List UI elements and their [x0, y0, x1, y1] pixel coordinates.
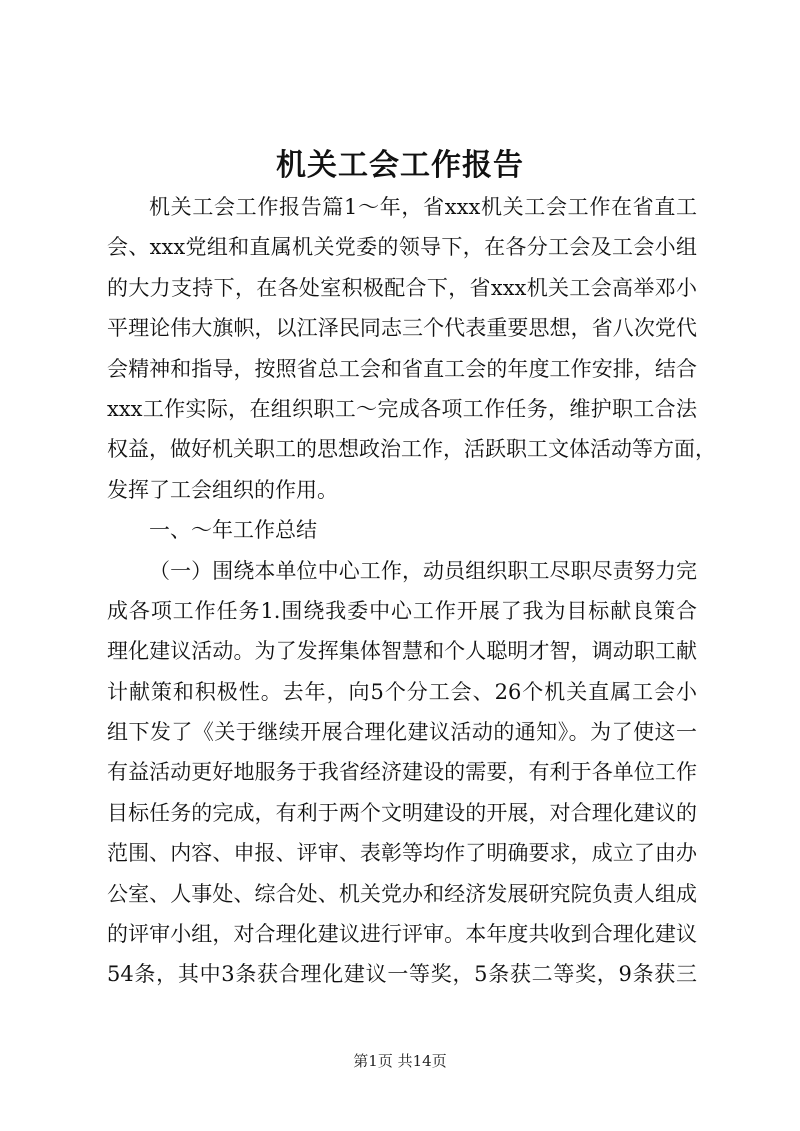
body-line: 机关工会工作报告篇1～年，省xxx机关工会工作在省直工 [149, 195, 697, 219]
body-line: 会精神和指导，按照省总工会和省直工会的年度工作安排，结合 [107, 356, 697, 381]
body-line: 平理论伟大旗帜，以江泽民同志三个代表重要思想，省八次党代 [107, 316, 697, 341]
body-line: 成各项工作任务1.围绕我委中心工作开展了我为目标献良策合 [107, 598, 697, 623]
body-line: 的评审小组，对合理化建议进行评审。本年度共收到合理化建议 [107, 922, 697, 947]
body-line: 发挥了工会组织的作用。 [107, 477, 338, 502]
body-line: （一）围绕本单位中心工作，动员组织职工尽职尽责努力完 [149, 558, 697, 583]
page-footer: 第1页 共14页 [353, 1052, 447, 1070]
document-body [107, 187, 716, 995]
body-line: 的大力支持下，在各处室积极配合下，省xxx机关工会高举邓小 [107, 275, 697, 300]
section-heading: 一、～年工作总结 [149, 518, 317, 543]
body-line: 会、xxx党组和直属机关党委的领导下，在各分工会及工会小组 [107, 235, 697, 260]
body-line: 54条，其中3条获合理化建议一等奖，5条获二等奖，9条获三 [107, 962, 697, 987]
body-line: 计献策和积极性。去年，向5个分工会、26个机关直属工会小 [107, 679, 697, 704]
body-line: 理化建议活动。为了发挥集体智慧和个人聪明才智，调动职工献 [107, 639, 697, 664]
document-title: 机关工会工作报告 [276, 148, 524, 183]
body-line: 目标任务的完成，有利于两个文明建设的开展，对合理化建议的 [107, 800, 697, 825]
body-line: 权益，做好机关职工的思想政治工作，活跃职工文体活动等方面， [107, 437, 716, 462]
body-line: 公室、人事处、综合处、机关党办和经济发展研究院负责人组成 [107, 881, 697, 906]
body-line: 范围、内容、申报、评审、表彰等均作了明确要求，成立了由办 [107, 841, 697, 866]
body-line: xxx工作实际，在组织职工～完成各项工作任务，维护职工合法 [107, 396, 697, 421]
body-line: 有益活动更好地服务于我省经济建设的需要，有利于各单位工作 [107, 760, 697, 785]
body-line: 组下发了《关于继续开展合理化建议活动的通知》。为了使这一 [107, 720, 697, 745]
